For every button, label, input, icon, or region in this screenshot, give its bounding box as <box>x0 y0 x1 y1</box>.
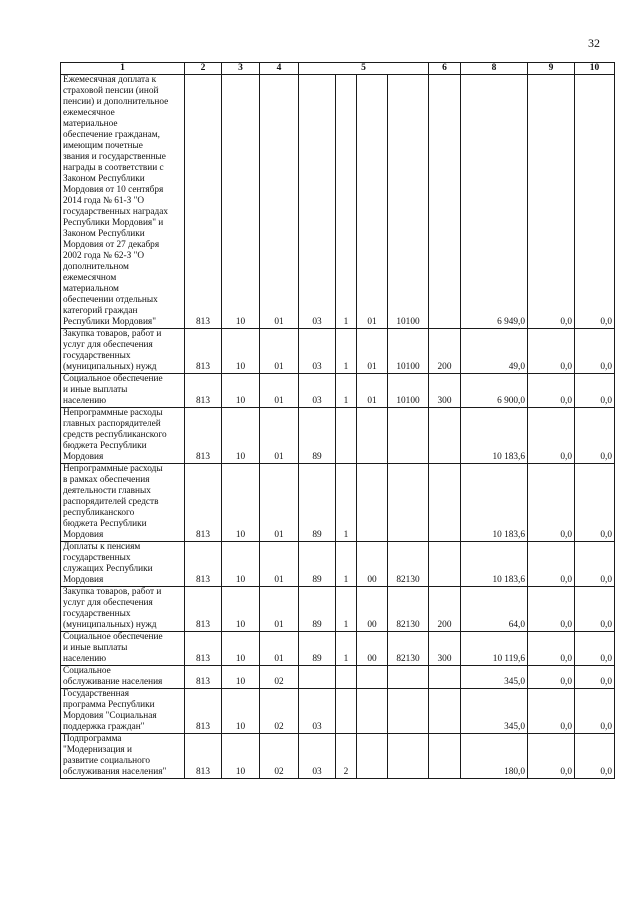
expense-type-code <box>429 464 461 542</box>
col-10-value: 0,0 <box>575 374 615 408</box>
header-row <box>61 63 615 75</box>
row-description <box>61 75 185 329</box>
program-code: 89 <box>299 542 336 587</box>
header-col-1: 1 <box>61 63 185 75</box>
header-col-9: 9 <box>528 63 575 75</box>
description-line: услуг для обеспечения <box>63 340 153 350</box>
direction-code <box>388 408 429 464</box>
amount-value: 10 183,6 <box>461 408 528 464</box>
subsection-code: 02 <box>260 734 299 779</box>
description-line: государственных <box>63 553 131 563</box>
subprogram-code: 1 <box>336 587 357 632</box>
table-row <box>61 689 615 734</box>
chapter-code: 10 <box>222 734 260 779</box>
header-col-3: 3 <box>222 63 260 75</box>
description-line: Мордовия <box>63 530 104 540</box>
expense-type-code: 200 <box>429 587 461 632</box>
description-line: Социальное обеспечение <box>63 374 163 384</box>
chapter-code: 10 <box>222 632 260 666</box>
direction-code <box>388 666 429 689</box>
amount-value: 10 183,6 <box>461 464 528 542</box>
header-col-2: 2 <box>185 63 222 75</box>
subprogram-code: 1 <box>336 464 357 542</box>
col-9-value: 0,0 <box>528 632 575 666</box>
description-line: распорядителей средств <box>63 497 159 507</box>
description-line: звания и государственные <box>63 152 166 162</box>
col-9-value: 0,0 <box>528 75 575 329</box>
budget-table <box>60 62 615 779</box>
amount-value: 345,0 <box>461 666 528 689</box>
section-code: 813 <box>185 587 222 632</box>
col-9-value: 0,0 <box>528 542 575 587</box>
description-line: деятельности главных <box>63 486 151 496</box>
description-line: Мордовия <box>63 575 104 585</box>
program-code: 89 <box>299 408 336 464</box>
section-code: 813 <box>185 408 222 464</box>
row-description <box>61 542 185 587</box>
table-row <box>61 464 615 542</box>
program-code <box>299 666 336 689</box>
table-row <box>61 666 615 689</box>
program-code: 89 <box>299 464 336 542</box>
chapter-code: 10 <box>222 408 260 464</box>
program-code: 03 <box>299 374 336 408</box>
program-code: 03 <box>299 329 336 374</box>
table-row <box>61 329 615 374</box>
chapter-code: 10 <box>222 374 260 408</box>
description-line: категорий граждан <box>63 306 138 316</box>
amount-value: 180,0 <box>461 734 528 779</box>
description-line: 2002 года № 62-З "О <box>63 251 145 261</box>
description-line: служащих Республики <box>63 564 153 574</box>
row-description <box>61 734 185 779</box>
direction-code <box>388 464 429 542</box>
amount-value: 10 119,6 <box>461 632 528 666</box>
description-line: населению <box>63 396 107 406</box>
activity-code <box>357 689 388 734</box>
col-9-value: 0,0 <box>528 734 575 779</box>
section-code: 813 <box>185 632 222 666</box>
chapter-code: 10 <box>222 329 260 374</box>
description-line: бюджета Республики <box>63 441 147 451</box>
row-description <box>61 666 185 689</box>
description-line: главных распорядителей <box>63 419 161 429</box>
program-code: 89 <box>299 587 336 632</box>
activity-code <box>357 666 388 689</box>
description-line: средств республиканского <box>63 430 167 440</box>
expense-type-code <box>429 689 461 734</box>
col-9-value: 0,0 <box>528 374 575 408</box>
subsection-code: 01 <box>260 587 299 632</box>
description-line: Непрограммные расходы <box>63 464 163 474</box>
description-line: Подпрограмма <box>63 734 122 744</box>
col-9-value: 0,0 <box>528 464 575 542</box>
header-col-8: 8 <box>461 63 528 75</box>
amount-value: 345,0 <box>461 689 528 734</box>
description-line: населению <box>63 654 107 664</box>
description-line: Мордовия <box>63 452 104 462</box>
description-line: 2014 года № 61-З "О <box>63 196 145 206</box>
description-line: развитие социального <box>63 756 150 766</box>
description-line: и иные выплаты <box>63 643 128 653</box>
amount-value: 49,0 <box>461 329 528 374</box>
subsection-code: 02 <box>260 689 299 734</box>
row-description <box>61 587 185 632</box>
chapter-code: 10 <box>222 666 260 689</box>
chapter-code: 10 <box>222 75 260 329</box>
description-line: Мордовия от 10 сентября <box>63 185 164 195</box>
activity-code <box>357 734 388 779</box>
description-line: Доплаты к пенсиям <box>63 542 141 552</box>
program-code: 03 <box>299 75 336 329</box>
chapter-code: 10 <box>222 464 260 542</box>
row-description <box>61 408 185 464</box>
description-line: бюджета Республики <box>63 519 147 529</box>
description-line: (муниципальных) нужд <box>63 620 157 630</box>
description-line: обеспечении отдельных <box>63 295 158 305</box>
table-row <box>61 408 615 464</box>
subprogram-code: 1 <box>336 75 357 329</box>
subsection-code: 01 <box>260 408 299 464</box>
description-line: пенсии) и дополнительное <box>63 97 169 107</box>
col-9-value: 0,0 <box>528 666 575 689</box>
program-code: 03 <box>299 689 336 734</box>
amount-value: 6 900,0 <box>461 374 528 408</box>
subsection-code: 01 <box>260 464 299 542</box>
table-row <box>61 374 615 408</box>
table-row <box>61 734 615 779</box>
section-code: 813 <box>185 75 222 329</box>
table-row <box>61 632 615 666</box>
description-line: Закупка товаров, работ и <box>63 329 162 339</box>
activity-code: 01 <box>357 329 388 374</box>
description-line: ежемесячное <box>63 108 115 118</box>
col-10-value: 0,0 <box>575 408 615 464</box>
program-code: 89 <box>299 632 336 666</box>
col-9-value: 0,0 <box>528 408 575 464</box>
header-col-5: 5 <box>299 63 429 75</box>
col-10-value: 0,0 <box>575 689 615 734</box>
subprogram-code: 1 <box>336 329 357 374</box>
subprogram-code: 2 <box>336 734 357 779</box>
description-line: обслуживание населения <box>63 677 163 687</box>
col-10-value: 0,0 <box>575 75 615 329</box>
col-10-value: 0,0 <box>575 666 615 689</box>
subsection-code: 01 <box>260 542 299 587</box>
section-code: 813 <box>185 689 222 734</box>
description-line: Республики Мордовия" <box>63 317 156 327</box>
activity-code: 01 <box>357 374 388 408</box>
subprogram-code <box>336 408 357 464</box>
subprogram-code: 1 <box>336 374 357 408</box>
description-line: "Модернизация и <box>63 745 132 755</box>
description-line: государственных <box>63 609 131 619</box>
table-row <box>61 542 615 587</box>
chapter-code: 10 <box>222 689 260 734</box>
description-line: материальном <box>63 284 119 294</box>
subprogram-code <box>336 689 357 734</box>
chapter-code: 10 <box>222 587 260 632</box>
direction-code <box>388 689 429 734</box>
description-line: республиканского <box>63 508 135 518</box>
description-line: Социальное обеспечение <box>63 632 163 642</box>
description-line: в рамках обеспечения <box>63 475 150 485</box>
description-line: Социальное <box>63 666 111 676</box>
expense-type-code <box>429 666 461 689</box>
table-row <box>61 587 615 632</box>
expense-type-code: 200 <box>429 329 461 374</box>
activity-code <box>357 464 388 542</box>
table-row <box>61 75 615 329</box>
col-10-value: 0,0 <box>575 542 615 587</box>
header-col-10: 10 <box>575 63 615 75</box>
subsection-code: 01 <box>260 632 299 666</box>
subprogram-code <box>336 666 357 689</box>
col-10-value: 0,0 <box>575 464 615 542</box>
header-col-4: 4 <box>260 63 299 75</box>
activity-code: 00 <box>357 632 388 666</box>
direction-code: 82130 <box>388 587 429 632</box>
description-line: Закупка товаров, работ и <box>63 587 162 597</box>
subsection-code: 01 <box>260 75 299 329</box>
amount-value: 6 949,0 <box>461 75 528 329</box>
description-line: Законом Республики <box>63 174 145 184</box>
description-line: ежемесячном <box>63 273 117 283</box>
subsection-code: 01 <box>260 374 299 408</box>
col-9-value: 0,0 <box>528 329 575 374</box>
expense-type-code <box>429 75 461 329</box>
section-code: 813 <box>185 666 222 689</box>
row-description <box>61 689 185 734</box>
description-line: дополнительном <box>63 262 129 272</box>
expense-type-code <box>429 734 461 779</box>
col-10-value: 0,0 <box>575 632 615 666</box>
direction-code <box>388 734 429 779</box>
expense-type-code <box>429 542 461 587</box>
amount-value: 64,0 <box>461 587 528 632</box>
col-9-value: 0,0 <box>528 587 575 632</box>
direction-code: 82130 <box>388 542 429 587</box>
description-line: имеющим почетные <box>63 141 143 151</box>
expense-type-code <box>429 408 461 464</box>
col-9-value: 0,0 <box>528 689 575 734</box>
expense-type-code: 300 <box>429 374 461 408</box>
subprogram-code: 1 <box>336 632 357 666</box>
header-col-6: 6 <box>429 63 461 75</box>
chapter-code: 10 <box>222 542 260 587</box>
description-line: Государственная <box>63 689 130 699</box>
subsection-code: 02 <box>260 666 299 689</box>
section-code: 813 <box>185 542 222 587</box>
section-code: 813 <box>185 734 222 779</box>
description-line: Мордовия от 27 декабря <box>63 240 160 250</box>
col-10-value: 0,0 <box>575 587 615 632</box>
description-line: государственных <box>63 351 131 361</box>
description-line: Ежемесячная доплата к <box>63 75 157 85</box>
description-line: Республики Мордовия" и <box>63 218 164 228</box>
direction-code: 82130 <box>388 632 429 666</box>
description-line: Законом Республики <box>63 229 145 239</box>
description-line: награды в соответствии с <box>63 163 164 173</box>
description-line: Непрограммные расходы <box>63 408 163 418</box>
section-code: 813 <box>185 329 222 374</box>
row-description <box>61 632 185 666</box>
direction-code: 10100 <box>388 374 429 408</box>
description-line: поддержка граждан" <box>63 722 145 732</box>
expense-type-code: 300 <box>429 632 461 666</box>
section-code: 813 <box>185 374 222 408</box>
activity-code: 01 <box>357 75 388 329</box>
row-description <box>61 329 185 374</box>
direction-code: 10100 <box>388 75 429 329</box>
subprogram-code: 1 <box>336 542 357 587</box>
activity-code <box>357 408 388 464</box>
description-line: программа Республики <box>63 700 155 710</box>
description-line: страховой пенсии (иной <box>63 86 159 96</box>
description-line: услуг для обеспечения <box>63 598 153 608</box>
description-line: обслуживания населения" <box>63 767 167 777</box>
description-line: (муниципальных) нужд <box>63 362 157 372</box>
col-10-value: 0,0 <box>575 329 615 374</box>
description-line: и иные выплаты <box>63 385 128 395</box>
direction-code: 10100 <box>388 329 429 374</box>
program-code: 03 <box>299 734 336 779</box>
description-line: материальное <box>63 119 118 129</box>
section-code: 813 <box>185 464 222 542</box>
activity-code: 00 <box>357 587 388 632</box>
row-description <box>61 464 185 542</box>
description-line: Мордовия "Социальная <box>63 711 157 721</box>
amount-value: 10 183,6 <box>461 542 528 587</box>
col-10-value: 0,0 <box>575 734 615 779</box>
activity-code: 00 <box>357 542 388 587</box>
subsection-code: 01 <box>260 329 299 374</box>
row-description <box>61 374 185 408</box>
description-line: обеспечение гражданам, <box>63 130 160 140</box>
page-number: 32 <box>588 36 600 50</box>
description-line: государственных наградах <box>63 207 169 217</box>
